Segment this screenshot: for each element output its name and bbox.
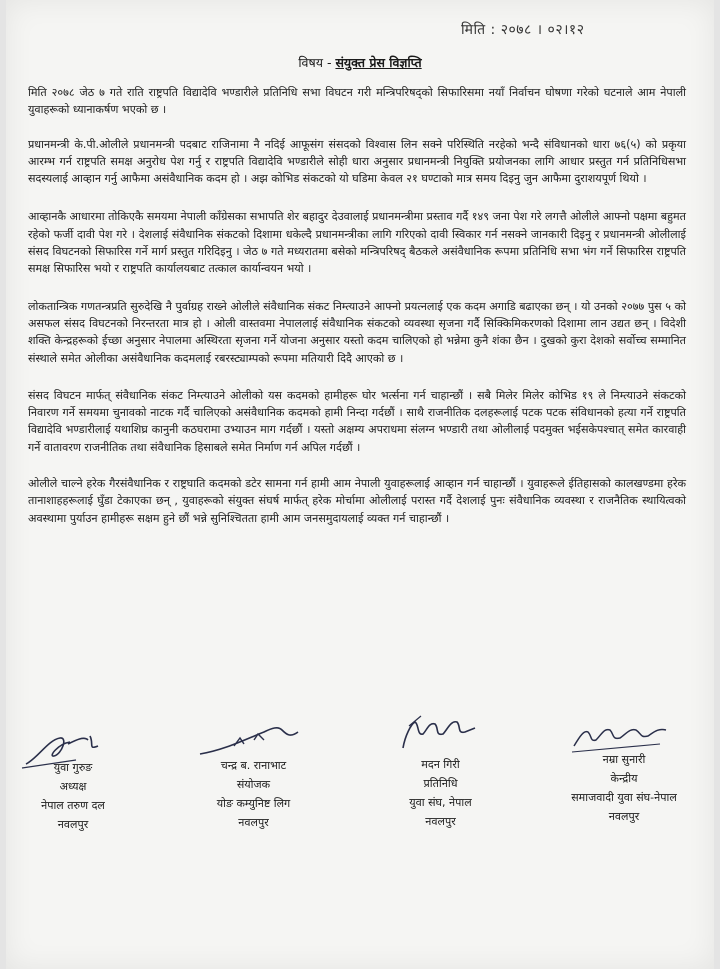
paragraph-5: संसद विघटन मार्फत् संवैधानिक संकट निम्त्याउने ओलीको यस कदमको हामीहरू घोर भर्त्सना गर्न चाहान्छौं । सबै मिलेर मिलेर कोभिड १९ ले निम्त्याउने संकटको निवारण गर्ने समयमा चुनावको नाटक गर्दै चालिएको असंवैधानिक कदमको हामी निन्दा गर्दछौं । साथै राजनीतिक दलहरूलाई पटक पटक संविधानको हत्या गर्ने राष्ट्रपति विद्यादेवि भण्डारीलाई यथाशिघ्र कानुनी कठघरामा उभ्याउन माग गर्दछौं । यस्तो अक्षम्य अपराधमा संलग्न भण्डारी तथा ओलीलाई पदमुक्त भईसकेपश्चात् समेत कारवाही गर्ने वातावरण राजनीतिक तथा संवैधानिक हिसाबले समेत निर्माण गर्न अपिल गर्दछौं । [28,388,686,454]
signatory-place: नवलपुर [238,816,269,829]
signatory-place: नवलपुर [608,810,640,823]
subject-title: संयुक्त प्रेस विज्ञप्ति [335,55,422,70]
signatory-role: अध्यक्ष [59,780,87,793]
subject-line [6,54,714,71]
signatory-name: नम्रा सुनारी [602,753,646,766]
signatory-role: प्रतिनिधि [423,777,458,790]
paragraph-1: मिति २०७८ जेठ ७ गते राति राष्ट्रपति विद्यादेवि भण्डारीले प्रतिनिधि सभा विघटन गरी मन्त्रिपरिषद्को सिफारिसमा नयाँ निर्वाचन घोषणा गरेको घटनाले आम नेपाली युवाहरूको ध्यानाकर्षण भएको छ । [28,86,686,117]
signatory-role: केन्द्रीय [610,772,638,785]
paragraph-4: लोकतान्त्रिक गणतन्त्रप्रति सुरुदेखि नै पुर्वाग्रह राख्ने ओलीले संवैधानिक संकट निम्त्याउने आफ्नो प्रयत्नलाई एक कदम अगाडि बढाएका छन् । यो उनको २०७७ पुस ५ को असफल संसद विघटनको निरन्तरता मात्र हो । ओली वास्तवमा नेपाललाई संवैधानिक संकटको व्यवस्था सृजना गर्दै सिक्किमिकरणको दिशामा लान उद्यत छन् । विदेशी शक्ति केन्द्रहरूको ईच्छा अनुसार नेपालमा अस्थिरता सृजना गर्ने योजना अनुसार यस्तो कदम चालिएको हो भन्नेमा कुनै शंका छैन । दुखको कुरा देशको सर्वोच्च सम्मानित संस्थाले समेत ओलीका असंवैधानिक कदमलाई रबरस्ट्याम्पको रूपमा मतियारी दिदै आएको छ । [28,299,686,365]
signatory-4 [544,716,704,826]
signatory-name: युवा गुरुङ [53,761,93,774]
paragraph-2: प्रधानमन्त्री के.पी.ओलीले प्रधानमन्त्री पदबाट राजिनामा नै नदिई आफूसंग संसदको विश्वास लिन सक्ने परिस्थिति नरहेको भन्दै संविधानको धारा ७६(५) को प्रकृया आरम्भ गर्न राष्ट्रपति समक्ष अनुरोध पेश गर्नु र राष्ट्रपति विद्यादेवि भण्डारीले सोही धारा अनुसार प्रधानमन्त्री नियुक्ति प्रयोजनका लागि आधार प्रस्तुत गर्न प्रतिनिधिसभा सदस्यलाई आव्हान गर्नु आफैमा असंवैधानिक कदम हो । अझ कोभिड संकटको यो घडिमा केवल २१ घण्टाको मात्र समय दिइनु जुन आफैमा दुराशयपूर्ण थियो । [28,137,686,186]
signatory-role: संयोजक [236,778,271,791]
press-release-page [6,0,714,969]
signatory-name: मदन गिरी [421,758,460,771]
signatory-1 [8,730,138,834]
handwritten-signature-2 [194,720,314,760]
signatory-2 [186,720,321,832]
subject-label: विषय - [298,55,332,70]
document-body [28,84,686,544]
handwritten-signature-3 [391,712,491,756]
signatory-place: नवलपुर [425,815,456,828]
signatory-3 [378,712,503,831]
signatory-organization: योङ कम्युनिष्ट लिग [216,797,291,810]
signatory-organization: समाजवादी युवा संघ-नेपाल [571,791,677,804]
signature-block [6,720,714,850]
signatory-place: नवलपुर [57,818,89,831]
signatory-organization: युवा संघ, नेपाल [409,796,472,809]
signatory-organization: नेपाल तरुण दल [41,799,105,812]
paragraph-6: ओलीले चाल्ने हरेक गैरसंवैधानिक र राष्ट्रघाति कदमको डटेर सामना गर्न हामी आम नेपाली युवाहरूलाई आव्हान गर्न चाहान्छौं । युवाहरूले ईतिहासको कालखण्डमा हरेक तानाशाहहरूलाई घुँडा टेकाएका छन् , युवाहरूको संयुक्त संघर्ष मार्फत् हरेक मोर्चामा ओलीलाई परास्त गर्दै देशलाई पुनः संवैधानिक व्यवस्था र राजनैतिक स्थायित्वको अवस्थामा पुर्याउन हामीहरू सक्षम हुने छौं भन्ने सुनिश्चितता हामी आम जनसमुदायलाई व्यक्त गर्न चाहान्छौं । [28,477,686,525]
document-date: मिति : २०७८ । ०२।१२ [461,22,585,38]
paragraph-3: आव्हानकै आधारमा तोकिएकै समयमा नेपाली काँग्रेसका सभापति शेर बहादुर देउवालाई प्रधानमन्त्रीमा प्रस्ताव गर्दै १४९ जना पेश गरे लगत्तै ओलीले आफ्नो पक्षमा बहुमत रहेको फर्जी दावी पेश गरे । देशलाई संवैधानिक संकटको दिशामा धकेल्दै प्रधानमन्त्रीका लागि गरिएको दावी स्विकार गर्न नसक्ने जानकारी दिइनु र प्रधानमन्त्री ओलीलाई संसद विघटनको सिफारिस गर्ने मार्ग प्रस्तुत गरिदिइनु । जेठ ७ गते मध्यरातमा बसेको मन्त्रिपरिषद् बैठकले असंवैधानिक रूपमा प्रतिनिधि सभा भंग गर्ने सिफारिस राष्ट्रपति समक्ष सिफारिस भयो र राष्ट्रपति कार्यालयबाट तत्काल कार्यान्वयन भयो । [28,210,686,276]
signatory-name: चन्द्र ब. रानाभाट [220,759,287,772]
